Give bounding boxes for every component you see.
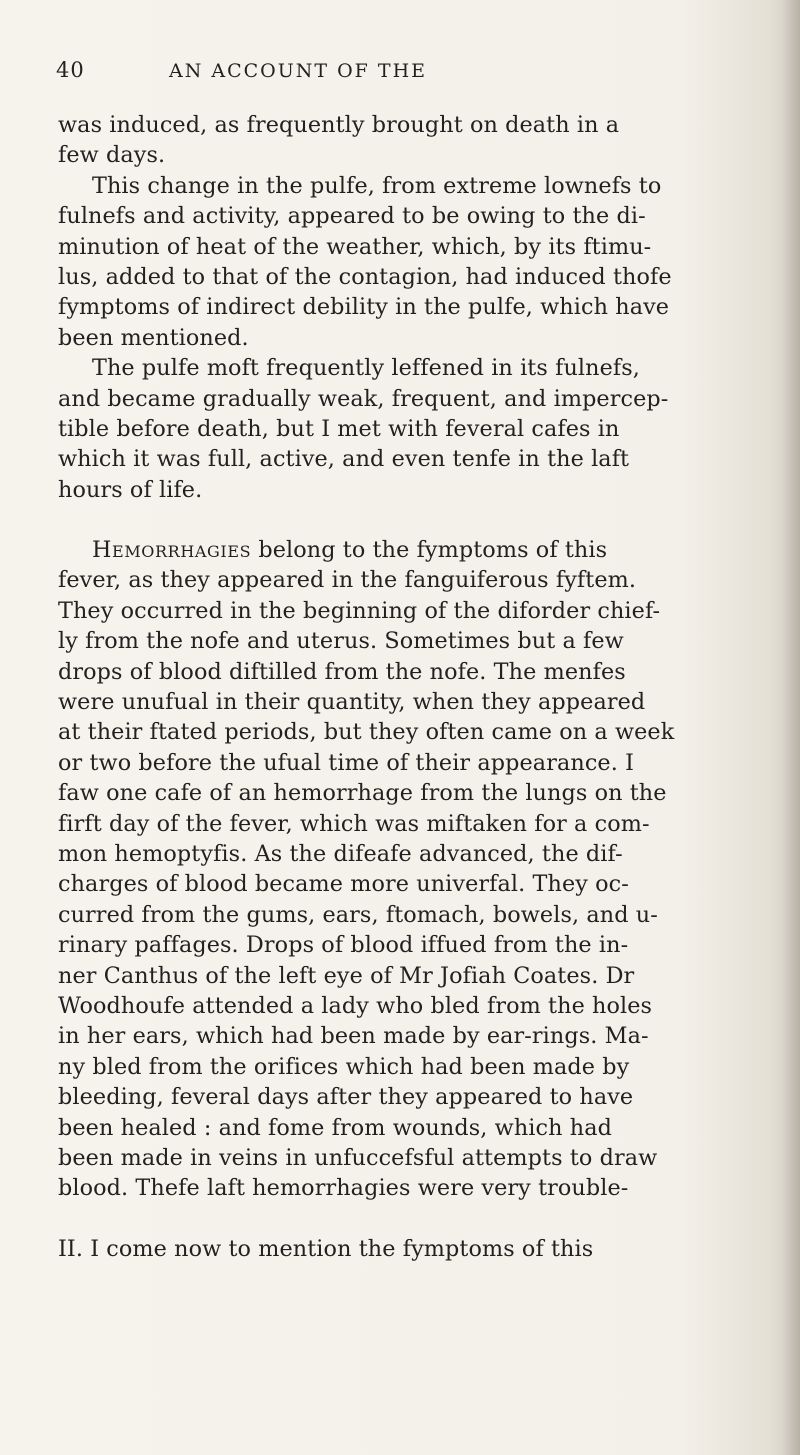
- paragraph-pulse-change: [58, 171, 730, 353]
- text-line: which it was full, active, and even tenfe in the laft: [58, 446, 630, 473]
- text-line: fymptoms of indirect debility in the pulfe, which have: [58, 294, 670, 321]
- text-line: at their ftated periods, but they often came on a week: [58, 719, 675, 746]
- lead-word: Hemorrhagies: [92, 537, 252, 564]
- text-line: charges of blood became more univerfal. They oc-: [58, 871, 629, 898]
- paragraph-section-two: [58, 1234, 730, 1264]
- text-line: or two before the ufual time of their appearance. I: [58, 749, 634, 776]
- paragraph-hemorrhagies: [58, 535, 730, 1204]
- paragraph-gap: [58, 1204, 730, 1234]
- text-line: faw one cafe of an hemorrhage from the lungs on the: [58, 780, 667, 807]
- text-line: mon hemoptyfis. As the difeafe advanced, the dif-: [58, 840, 623, 867]
- text-line: ly from the nofe and uterus. Sometimes but a few: [58, 628, 624, 655]
- text-line: II. I come now to mention the fymptoms of this: [58, 1235, 594, 1262]
- text-line: drops of blood diftilled from the nofe. The menfes: [58, 658, 626, 685]
- text-line: tible before death, but I met with feveral cafes in: [58, 415, 620, 442]
- text-line: been mentioned.: [58, 324, 249, 351]
- text-line-first: [58, 535, 730, 565]
- running-head: AN ACCOUNT OF THE: [169, 60, 428, 82]
- text-line: few days.: [58, 142, 166, 169]
- text-line: Woodhoufe attended a lady who bled from the holes: [58, 992, 653, 1019]
- paragraph-gap: [58, 505, 730, 535]
- text-line: ny bled from the orifices which had been made by: [58, 1053, 630, 1080]
- text-line: were unufual in their quantity, when they appeared: [58, 689, 646, 716]
- paragraph-pulse-lessened: [58, 353, 730, 505]
- text-line: in her ears, which had been made by ear-rings. Ma-: [58, 1023, 649, 1050]
- text-line: fever, as they appeared in the fanguiferous fyftem.: [58, 567, 637, 594]
- text-line: This change in the pulfe, from extreme lownefs to: [92, 172, 662, 199]
- text-line: and became gradually weak, frequent, and impercep-: [58, 385, 669, 412]
- text-line: hours of life.: [58, 476, 203, 503]
- page-edge-shadow: [782, 0, 800, 1455]
- text-line: bleeding, feveral days after they appeared to have: [58, 1084, 634, 1111]
- text-line: fulnefs and activity, appeared to be owing to the di-: [58, 203, 646, 230]
- text-line: rinary paffages. Drops of blood iffued from the in-: [58, 932, 629, 959]
- text-line: ner Canthus of the left eye of Mr Jofiah Coates. Dr: [58, 962, 635, 989]
- text-line: was induced, as frequently brought on death in a: [58, 112, 620, 138]
- text-line: curred from the gums, ears, ftomach, bowels, and u-: [58, 901, 658, 928]
- page-header: [56, 58, 756, 94]
- text-line: The pulfe moft frequently leffened in its fulnefs,: [92, 355, 640, 382]
- text-line: minution of heat of the weather, which, by its ftimu-: [58, 233, 652, 260]
- first-line-rest: belong to the fymptoms of this: [251, 537, 608, 564]
- page-number: 40: [56, 58, 85, 82]
- text-line: blood. Thefe laft hemorrhagies were very trouble-: [58, 1175, 629, 1202]
- body-text: [58, 110, 730, 1264]
- text-line: been healed : and fome from wounds, which had: [58, 1114, 612, 1141]
- text-line: firft day of the fever, which was miftaken for a com-: [58, 810, 650, 837]
- paragraph-pulse-induced: [58, 110, 730, 171]
- text-line: lus, added to that of the contagion, had induced thofe: [58, 263, 672, 290]
- text-line: They occurred in the beginning of the diforder chief-: [58, 597, 661, 624]
- text-line: been made in veins in unfuccefsful attempts to draw: [58, 1144, 658, 1171]
